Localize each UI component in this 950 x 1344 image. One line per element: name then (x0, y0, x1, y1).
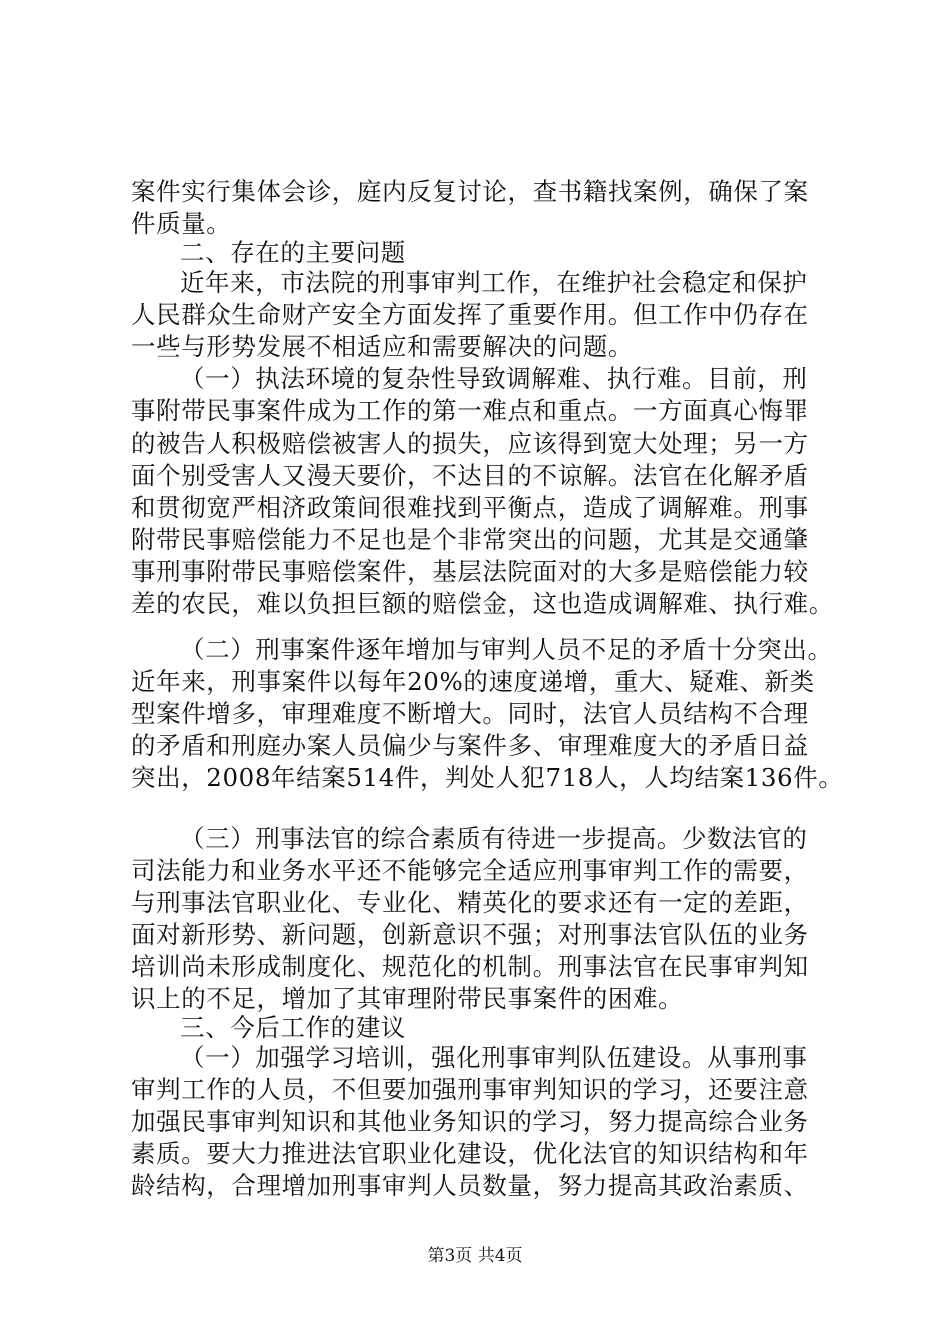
body-text-line: 与刑事法官职业化、专业化、精英化的要求还有一定的差距， (131, 888, 809, 917)
body-text-line: 龄结构，合理增加刑事审判人员数量，努力提高其政治素质、 (131, 1171, 809, 1200)
body-text-line: 差的农民，难以负担巨额的赔偿金，这也造成调解难、执行难。 (131, 589, 834, 618)
body-text-line: 素质。要大力推进法官职业化建设，优化法官的知识结构和年 (131, 1139, 809, 1168)
body-text-line: 突出，2008年结案514件，判处人犯718人，人均结案136件。 (131, 763, 844, 792)
body-text-line: 司法能力和业务水平还不能够完全适应刑事审判工作的需要， (131, 856, 809, 885)
body-text-line: （二）刑事案件逐年增加与审判人员不足的矛盾十分突出。 (180, 635, 833, 664)
body-text-line: （一）加强学习培训，强化刑事审判队伍建设。从事刑事 (180, 1043, 808, 1072)
body-text-line: 审判工作的人员，不但要加强刑事审判知识的学习，还要注意 (131, 1075, 809, 1104)
body-text-line: （一）执法环境的复杂性导致调解难、执行难。目前，刑 (180, 364, 808, 393)
body-text-line: 事刑事附带民事赔偿案件，基层法院面对的大多是赔偿能力较 (131, 557, 809, 586)
body-text-line: 的矛盾和刑庭办案人员偏少与案件多、审理难度大的矛盾日益 (131, 731, 809, 760)
body-text-line: 附带民事赔偿能力不足也是个非常突出的问题，尤其是交通肇 (131, 525, 809, 554)
body-text-line: 面对新形势、新问题，创新意识不强；对刑事法官队伍的业务 (131, 920, 809, 949)
body-text-line: 的被告人积极赔偿被害人的损失，应该得到宽大处理；另一方 (131, 429, 809, 458)
body-text-line: 型案件增多，审理难度不断增大。同时，法官人员结构不合理 (131, 699, 809, 728)
body-text-line: 加强民事审判知识和其他业务知识的学习，努力提高综合业务 (131, 1107, 809, 1136)
page-number: 第3页 共4页 (427, 1246, 523, 1266)
body-text-line: （三）刑事法官的综合素质有待进一步提高。少数法官的 (180, 824, 808, 853)
body-text-line: 面个别受害人又漫天要价，不达目的不谅解。法官在化解矛盾 (131, 461, 809, 490)
body-text-line: 一些与形势发展不相适应和需要解决的问题。 (131, 332, 633, 361)
body-text-line: 近年来，刑事案件以每年20%的速度递增，重大、疑难、新类 (131, 667, 815, 696)
section-heading: 三、今后工作的建议 (180, 1013, 406, 1042)
body-text-line: 培训尚未形成制度化、规范化的机制。刑事法官在民事审判知 (131, 952, 809, 981)
body-text-line: 识上的不足，增加了其审理附带民事案件的困难。 (131, 984, 684, 1013)
body-text-line: 事附带民事案件成为工作的第一难点和重点。一方面真心悔罪 (131, 396, 809, 425)
body-text-line: 和贯彻宽严相济政策间很难找到平衡点，造成了调解难。刑事 (131, 493, 809, 522)
body-text-line: 人民群众生命财产安全方面发挥了重要作用。但工作中仍存在 (131, 300, 809, 329)
body-text-line: 件质量。 (131, 209, 232, 238)
body-text-line: 案件实行集体会诊，庭内反复讨论，查书籍找案例，确保了案 (131, 177, 809, 206)
body-text-line: 近年来，市法院的刑事审判工作，在维护社会稳定和保护 (180, 268, 808, 297)
section-heading: 二、存在的主要问题 (180, 238, 406, 267)
